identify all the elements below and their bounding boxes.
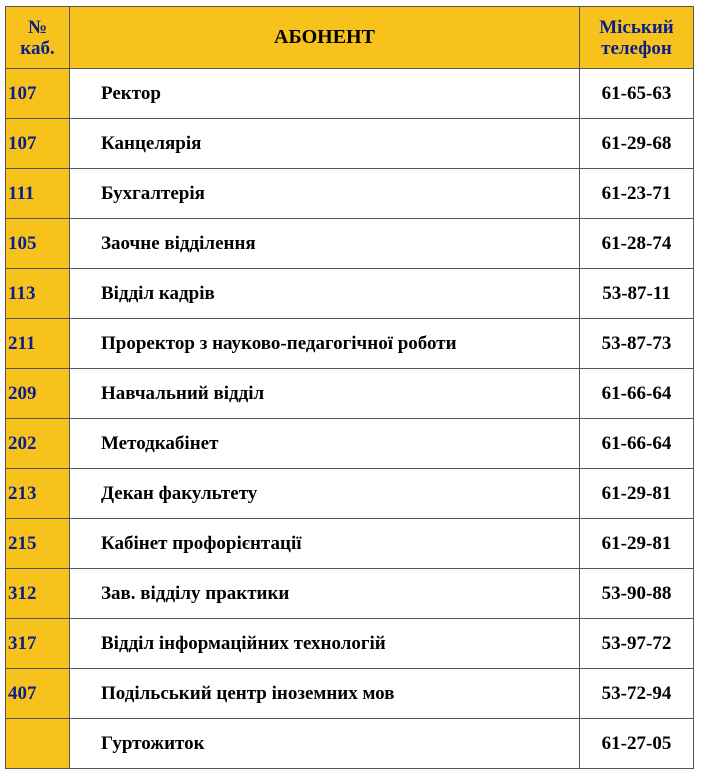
subscriber-cell: Методкабінет [70,419,580,469]
table-row [6,469,694,519]
phone-number-cell: 61-29-81 [580,519,694,569]
room-number-cell: 215 [6,519,70,569]
room-number-cell: 209 [6,369,70,419]
phone-number-cell: 61-29-68 [580,119,694,169]
subscriber-cell: Подільський центр іноземних мов [70,669,580,719]
phone-number-cell: 61-23-71 [580,169,694,219]
subscriber-cell: Навчальний відділ [70,369,580,419]
room-number-cell: 211 [6,319,70,369]
subscriber-cell: Декан факультету [70,469,580,519]
header-room-line2: каб. [20,37,55,59]
table-row [6,319,694,369]
phone-number-cell: 53-90-88 [580,569,694,619]
header-phone-line1: Міський [599,16,674,38]
phone-number-cell: 53-87-73 [580,319,694,369]
subscriber-cell: Бухгалтерія [70,169,580,219]
table-header [6,7,694,69]
subscriber-cell: Відділ кадрів [70,269,580,319]
table-row [6,569,694,619]
subscriber-cell: Кабінет профорієнтації [70,519,580,569]
room-number-cell: 202 [6,419,70,469]
subscriber-cell: Проректор з науково-педагогічної роботи [70,319,580,369]
room-number-cell: 407 [6,669,70,719]
table-row [6,669,694,719]
room-number-cell: 105 [6,219,70,269]
table-row [6,169,694,219]
phone-number-cell: 61-27-05 [580,719,694,769]
header-room-number [6,7,70,69]
room-number-cell: 213 [6,469,70,519]
subscriber-cell: Ректор [70,69,580,119]
subscriber-cell: Зав. відділу практики [70,569,580,619]
room-number-cell: 107 [6,119,70,169]
phone-number-cell: 61-66-64 [580,369,694,419]
table-row [6,69,694,119]
table-row [6,719,694,769]
phone-number-cell: 53-97-72 [580,619,694,669]
subscriber-cell: Заочне відділення [70,219,580,269]
table-row [6,619,694,669]
subscriber-cell: Гуртожиток [70,719,580,769]
table-row [6,119,694,169]
table-row [6,369,694,419]
room-number-cell [6,719,70,769]
subscriber-cell: Відділ інформаційних технологій [70,619,580,669]
header-phone-line2: телефон [601,37,672,59]
header-room-line1: № [27,16,48,38]
table-body [6,69,694,769]
room-number-cell: 317 [6,619,70,669]
table-row [6,419,694,469]
table-row [6,219,694,269]
subscriber-cell: Канцелярія [70,119,580,169]
room-number-cell: 111 [6,169,70,219]
header-city-phone [580,7,694,69]
header-row [6,7,694,69]
room-number-cell: 107 [6,69,70,119]
phone-directory-table [5,6,694,769]
table-row [6,519,694,569]
room-number-cell: 113 [6,269,70,319]
room-number-cell: 312 [6,569,70,619]
phone-number-cell: 61-65-63 [580,69,694,119]
phone-number-cell: 61-29-81 [580,469,694,519]
phone-number-cell: 53-72-94 [580,669,694,719]
phone-number-cell: 61-66-64 [580,419,694,469]
phone-number-cell: 53-87-11 [580,269,694,319]
header-subscriber: АБОНЕНТ [70,7,580,69]
phone-number-cell: 61-28-74 [580,219,694,269]
table-row [6,269,694,319]
